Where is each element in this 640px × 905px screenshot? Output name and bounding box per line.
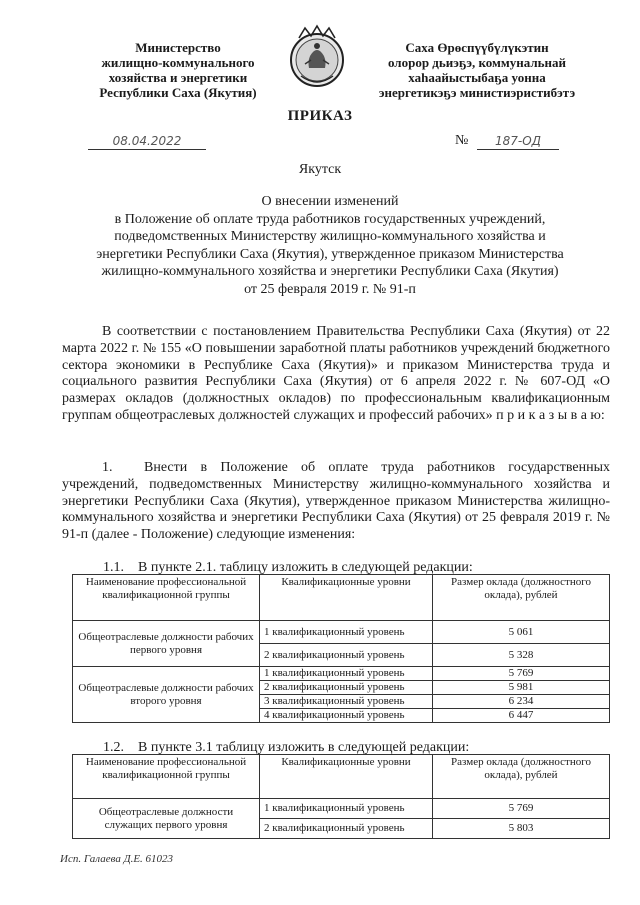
table-row (73, 667, 610, 681)
salary-table-workers (72, 574, 610, 723)
table-row (73, 799, 610, 819)
group-name-cell: Общеотраслевые должности служащих первого уровня (73, 799, 260, 839)
table-header-row (73, 755, 610, 799)
subitem-1-1-number: 1.1. (103, 560, 124, 575)
order-subject (60, 193, 600, 299)
salary-cell: 5 328 (433, 644, 610, 667)
level-cell: 2 квалификационный уровень (260, 644, 433, 667)
header-group-name: Наименование профессиональной квалификационной группы (73, 575, 260, 621)
item-1-number: 1. (102, 460, 113, 475)
table-row (73, 621, 610, 644)
group-name-cell: Общеотраслевые должности рабочих второго уровня (73, 667, 260, 723)
level-cell: 2 квалификационный уровень (260, 681, 433, 695)
header-left-line: жилищно-коммунального (101, 55, 255, 70)
order-number-label: № (455, 133, 469, 148)
level-cell: 1 квалификационный уровень (260, 667, 433, 681)
subject-line: энергетики Республики Саха (Якутия), утвержденное приказом Министерства (96, 246, 564, 262)
item-1-text: Внести в Положение об оплате труда работников государственных учреждений, подведомственных Министерству жилищно-коммунального хозяйства и энергетики Республики Саха (Якутия), утвержденное приказом Министерства жилищно-коммунального хозяйства и энергетики Республики Саха (Якутия) от 25 февраля 2019 г. № 91-п (далее - Положение) следующие изменения: (62, 460, 610, 543)
subitem-1-2-text: В пункте 3.1 таблицу изложить в следующей редакции: (138, 740, 470, 755)
header-right-line: олорор дьиэҕэ, коммунальнай (387, 55, 567, 70)
ministry-name-yakut (352, 40, 602, 100)
order-number: 187-ОД (477, 134, 559, 150)
ministry-name-russian (68, 40, 288, 100)
level-cell: 1 квалификационный уровень (260, 799, 433, 819)
salary-table-employees (72, 754, 610, 839)
header-left-line: Республики Саха (Якутия) (99, 85, 257, 100)
level-cell: 3 квалификационный уровень (260, 695, 433, 709)
subitem-1-2-number: 1.2. (103, 740, 124, 755)
header-right-line: хаһаайыстыбаҕа уонна (408, 70, 546, 85)
subject-line: в Положение об оплате труда работников государственных учреждений, (114, 211, 546, 227)
salary-cell: 5 981 (433, 681, 610, 695)
header-left-line: Министерство (135, 40, 221, 55)
table-header-row (73, 575, 610, 621)
subject-line: О внесении изменений (261, 194, 399, 209)
level-cell: 2 квалификационный уровень (260, 819, 433, 839)
salary-cell: 5 803 (433, 819, 610, 839)
header-levels: Квалификационные уровни (260, 755, 433, 799)
level-cell: 4 квалификационный уровень (260, 709, 433, 723)
header-left-line: хозяйства и энергетики (108, 70, 248, 85)
subject-line: подведомственных Министерству жилищно-коммунального хозяйства и (114, 229, 546, 245)
preamble-text: В соответствии с постановлением Правительства Республики Саха (Якутия) от 22 марта 2022 г. № 155 «О повышении заработной платы работников учреждений бюджетного сектора экономики в Республике Саха (Якутия)» и приказом Министерства труда и социального развития Республики Саха (Якутия) от 6 апреля 2022 г. № 607-ОД «О размерах окладов (должностных окладов) по профессиональным квалификационным группам общеотраслевых должностей служащих и профессий рабочих» п р и к а з ы в а ю: (62, 324, 610, 423)
salary-cell: 5 061 (433, 621, 610, 644)
salary-cell: 5 769 (433, 799, 610, 819)
salary-cell: 6 234 (433, 695, 610, 709)
order-city: Якутск (298, 162, 342, 177)
header-salary: Размер оклада (должностного оклада), рублей (433, 575, 610, 621)
order-title: ПРИКАЗ (287, 108, 353, 124)
subject-line: жилищно-коммунального хозяйства и энергетики Республики Саха (Якутия) (101, 264, 559, 280)
preamble-paragraph (62, 324, 610, 425)
executor-note: Исп. Галаева Д.Е. 61023 (60, 853, 174, 865)
level-cell: 1 квалификационный уровень (260, 621, 433, 644)
header-group-name: Наименование профессиональной квалификационной группы (73, 755, 260, 799)
header-levels: Квалификационные уровни (260, 575, 433, 621)
salary-cell: 5 769 (433, 667, 610, 681)
order-date: 08.04.2022 (88, 134, 206, 150)
header-salary: Размер оклада (должностного оклада), рублей (433, 755, 610, 799)
header-right-line: энергетикэҕэ министиэристибэтэ (378, 85, 576, 100)
salary-cell: 6 447 (433, 709, 610, 723)
coat-of-arms-emblem-icon (285, 24, 349, 92)
header-right-line: Саха Өрөспүүбүлүкэтин (405, 40, 549, 55)
group-name-cell: Общеотраслевые должности рабочих первого уровня (73, 621, 260, 667)
subject-line: от 25 февраля 2019 г. № 91-п (244, 281, 416, 297)
subitem-1-1-text: В пункте 2.1. таблицу изложить в следующей редакции: (138, 560, 473, 575)
item-1-paragraph (62, 460, 610, 544)
